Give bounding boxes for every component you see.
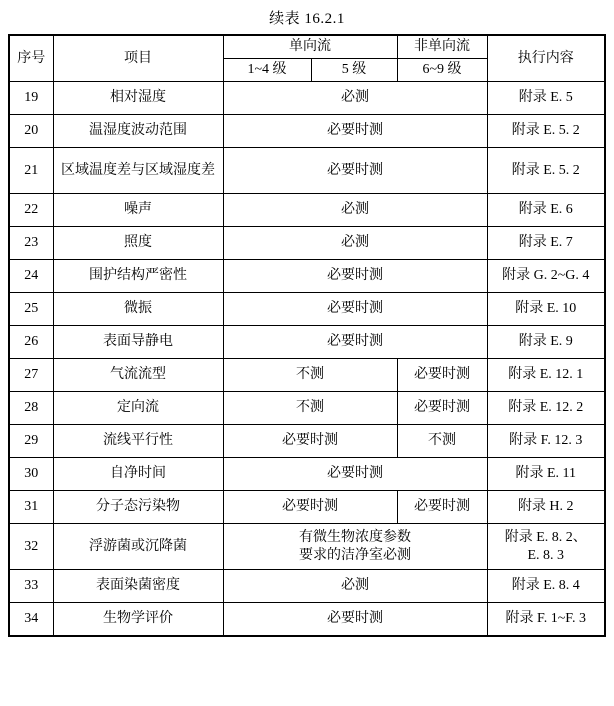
table-header	[9, 35, 605, 82]
table-caption: 续表 16.2.1	[269, 11, 345, 27]
row-requirement-all: 必测	[223, 194, 487, 227]
table-row	[9, 392, 605, 425]
row-item: 相对湿度	[53, 82, 223, 115]
table-row	[9, 491, 605, 524]
row-no: 20	[9, 115, 53, 148]
row-no: 22	[9, 194, 53, 227]
row-no: 25	[9, 293, 53, 326]
row-requirement-unidirectional: 不测	[223, 359, 397, 392]
table-row	[9, 82, 605, 115]
table-row	[9, 227, 605, 260]
table-row	[9, 260, 605, 293]
table-row	[9, 458, 605, 491]
row-exec: 附录 E. 10	[487, 293, 605, 326]
row-requirement-all: 必要时测	[223, 148, 487, 194]
table-body	[9, 82, 605, 636]
table-row	[9, 359, 605, 392]
row-exec: 附录 E. 9	[487, 326, 605, 359]
row-item: 围护结构严密性	[53, 260, 223, 293]
row-no: 34	[9, 603, 53, 636]
row-no: 30	[9, 458, 53, 491]
row-exec: 附录 E. 12. 1	[487, 359, 605, 392]
row-no: 19	[9, 82, 53, 115]
header-sub-5: 5 级	[311, 59, 397, 82]
row-requirement-all: 必要时测	[223, 115, 487, 148]
row-requirement-unidirectional: 必要时测	[223, 425, 397, 458]
row-exec: 附录 F. 12. 3	[487, 425, 605, 458]
row-item: 微振	[53, 293, 223, 326]
row-requirement-all: 必要时测	[223, 260, 487, 293]
row-requirement-all: 必要时测	[223, 326, 487, 359]
row-no: 33	[9, 570, 53, 603]
header-sub-1-4: 1~4 级	[223, 59, 311, 82]
row-requirement-all: 必测	[223, 82, 487, 115]
row-requirement-nonunidirectional: 必要时测	[397, 491, 487, 524]
row-no: 23	[9, 227, 53, 260]
inspection-items-table	[8, 34, 606, 637]
row-item: 噪声	[53, 194, 223, 227]
table-row	[9, 148, 605, 194]
row-requirement-all: 必测	[223, 570, 487, 603]
row-no: 21	[9, 148, 53, 194]
row-item: 分子态污染物	[53, 491, 223, 524]
row-requirement-nonunidirectional: 必要时测	[397, 359, 487, 392]
row-item: 表面染菌密度	[53, 570, 223, 603]
row-exec: 附录 E. 8. 2、 E. 8. 3	[487, 524, 605, 570]
row-item: 自净时间	[53, 458, 223, 491]
row-item: 定向流	[53, 392, 223, 425]
table-row	[9, 425, 605, 458]
row-exec: 附录 E. 11	[487, 458, 605, 491]
row-exec: 附录 E. 5	[487, 82, 605, 115]
row-requirement-all: 有微生物浓度参数 要求的洁净室必测	[223, 524, 487, 570]
table-row	[9, 326, 605, 359]
header-group-unidirectional: 单向流	[223, 35, 397, 59]
header-item: 项目	[53, 35, 223, 82]
row-exec: 附录 E. 5. 2	[487, 148, 605, 194]
row-exec: 附录 E. 7	[487, 227, 605, 260]
row-requirement-nonunidirectional: 不测	[397, 425, 487, 458]
row-exec: 附录 G. 2~G. 4	[487, 260, 605, 293]
row-no: 26	[9, 326, 53, 359]
row-exec: 附录 E. 6	[487, 194, 605, 227]
row-no: 32	[9, 524, 53, 570]
table-row	[9, 194, 605, 227]
row-requirement-all: 必测	[223, 227, 487, 260]
row-no: 31	[9, 491, 53, 524]
table-row	[9, 524, 605, 570]
row-requirement-all: 必要时测	[223, 458, 487, 491]
header-no: 序号	[9, 35, 53, 82]
row-item: 表面导静电	[53, 326, 223, 359]
row-item: 流线平行性	[53, 425, 223, 458]
row-requirement-all: 必要时测	[223, 293, 487, 326]
row-exec: 附录 E. 8. 4	[487, 570, 605, 603]
header-group-nonunidirectional: 非单向流	[397, 35, 487, 59]
row-no: 28	[9, 392, 53, 425]
table-row	[9, 603, 605, 636]
row-requirement-unidirectional: 不测	[223, 392, 397, 425]
row-exec: 附录 E. 12. 2	[487, 392, 605, 425]
row-no: 29	[9, 425, 53, 458]
row-exec: 附录 F. 1~F. 3	[487, 603, 605, 636]
header-row-top	[9, 35, 605, 59]
row-no: 24	[9, 260, 53, 293]
header-exec: 执行内容	[487, 35, 605, 82]
row-item: 生物学评价	[53, 603, 223, 636]
row-exec: 附录 E. 5. 2	[487, 115, 605, 148]
row-exec: 附录 H. 2	[487, 491, 605, 524]
row-requirement-unidirectional: 必要时测	[223, 491, 397, 524]
table-row	[9, 570, 605, 603]
row-item: 气流流型	[53, 359, 223, 392]
row-item: 区域温度差与区域湿度差	[53, 148, 223, 194]
row-item: 温湿度波动范围	[53, 115, 223, 148]
table-row	[9, 293, 605, 326]
row-item: 照度	[53, 227, 223, 260]
row-requirement-all: 必要时测	[223, 603, 487, 636]
row-no: 27	[9, 359, 53, 392]
row-item: 浮游菌或沉降菌	[53, 524, 223, 570]
row-requirement-nonunidirectional: 必要时测	[397, 392, 487, 425]
header-sub-6-9: 6~9 级	[397, 59, 487, 82]
table-row	[9, 115, 605, 148]
